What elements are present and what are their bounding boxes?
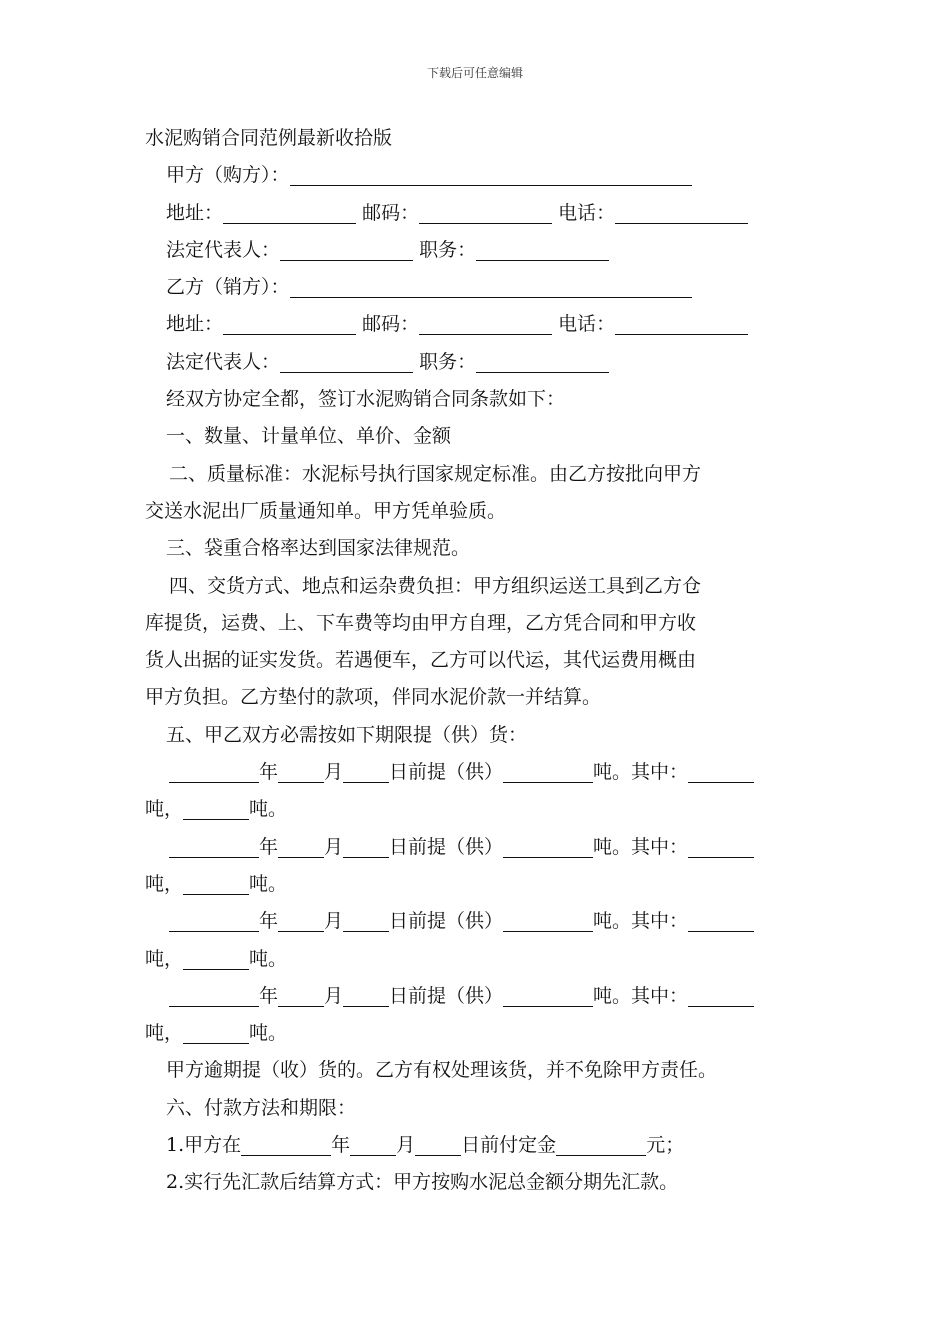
day-pickup-label: 日前提（供） — [389, 910, 504, 933]
tonnage-blank[interactable] — [503, 763, 593, 783]
schedule-row — [145, 903, 815, 940]
deposit-day-label: 日前付定金 — [461, 1134, 557, 1157]
deposit-unit-label: 元； — [646, 1134, 685, 1157]
schedule-row — [145, 978, 815, 1015]
party-a-postcode-label: 邮码： — [362, 201, 420, 224]
sub-tonnage-blank[interactable] — [688, 912, 754, 932]
ton-among-label: 吨。其中： — [593, 984, 689, 1007]
sub-tonnage-blank-2[interactable] — [183, 950, 249, 970]
day-blank[interactable] — [343, 838, 389, 858]
clause-1: 一、数量、计量单位、单价、金额 — [166, 425, 452, 448]
party-a-address-blank[interactable] — [223, 204, 356, 224]
day-blank[interactable] — [343, 763, 389, 783]
deposit-year-label: 年 — [331, 1134, 351, 1157]
document-title: 水泥购销合同范例最新收拾版 — [145, 127, 393, 149]
party-b-label: 乙方（销方）： — [166, 276, 290, 299]
contract-document — [145, 120, 815, 1202]
clause-4-line-1: 四、交货方式、地点和运杂费负担：甲方组织运送工具到乙方仓 — [169, 574, 702, 597]
party-a-position-blank[interactable] — [476, 241, 609, 261]
clause-2-line-1: 二、质量标准：水泥标号执行国家规定标准。由乙方按批向甲方 — [169, 462, 702, 485]
party-a-phone-label: 电话： — [558, 201, 616, 224]
payment-item-1 — [145, 1127, 815, 1164]
ton-end-label: 吨。 — [249, 872, 288, 895]
day-pickup-label: 日前提（供） — [389, 984, 504, 1007]
month-label: 月 — [324, 761, 344, 784]
year-blank[interactable] — [169, 763, 259, 783]
clause-3: 三、袋重合格率达到国家法律规范。 — [166, 537, 471, 560]
month-blank[interactable] — [278, 912, 324, 932]
day-pickup-label: 日前提（供） — [389, 835, 504, 858]
clause-4-line-4: 甲方负担。乙方垫付的款项，伴同水泥价款一并结算。 — [145, 686, 602, 709]
year-label: 年 — [259, 984, 279, 1007]
party-a-address-label: 地址： — [166, 201, 224, 224]
month-blank[interactable] — [278, 763, 324, 783]
party-b-name-blank[interactable] — [290, 278, 692, 298]
clause-5-heading: 五、甲乙双方必需按如下期限提（供）货： — [166, 723, 528, 746]
sub-tonnage-blank-2[interactable] — [183, 1024, 249, 1044]
tonnage-blank[interactable] — [503, 838, 593, 858]
intro-paragraph: 经双方协定全都，签订水泥购销合同条款如下： — [166, 388, 566, 411]
party-a-rep-blank[interactable] — [280, 241, 413, 261]
schedule-row — [145, 829, 815, 866]
payment-item-1-prefix: 1.甲方在 — [166, 1134, 242, 1157]
year-blank[interactable] — [169, 987, 259, 1007]
ton-comma-label: 吨， — [145, 798, 184, 821]
party-b-postcode-label: 邮码： — [362, 313, 420, 336]
party-b-rep-line — [145, 344, 815, 381]
party-a-name-blank[interactable] — [290, 166, 692, 186]
tonnage-blank[interactable] — [503, 987, 593, 1007]
clause-2-line-2: 交送水泥出厂质量通知单。甲方凭单验质。 — [145, 499, 507, 522]
day-blank[interactable] — [343, 987, 389, 1007]
ton-end-label: 吨。 — [249, 1022, 288, 1045]
clause-4-line-3: 货人出据的证实发货。若遇便车，乙方可以代运，其代运费用概由 — [145, 649, 697, 672]
ton-among-label: 吨。其中： — [593, 910, 689, 933]
schedule-row-cont — [145, 866, 815, 903]
deposit-amount-blank[interactable] — [556, 1136, 646, 1156]
party-b-phone-blank[interactable] — [615, 315, 748, 335]
schedule-row — [145, 754, 815, 791]
year-blank[interactable] — [169, 912, 259, 932]
ton-end-label: 吨。 — [249, 947, 288, 970]
overdue-clause: 甲方逾期提（收）货的。乙方有权处理该货，并不免除甲方责任。 — [166, 1059, 718, 1082]
party-b-position-label: 职务： — [419, 350, 477, 373]
ton-comma-label: 吨， — [145, 947, 184, 970]
ton-end-label: 吨。 — [249, 798, 288, 821]
deposit-month-blank[interactable] — [350, 1136, 396, 1156]
ton-comma-label: 吨， — [145, 872, 184, 895]
ton-comma-label: 吨， — [145, 1022, 184, 1045]
tonnage-blank[interactable] — [503, 912, 593, 932]
year-label: 年 — [259, 835, 279, 858]
year-blank[interactable] — [169, 838, 259, 858]
day-blank[interactable] — [343, 912, 389, 932]
party-b-rep-label: 法定代表人： — [166, 350, 281, 373]
sub-tonnage-blank[interactable] — [688, 838, 754, 858]
schedule-row-cont — [145, 1015, 815, 1052]
sub-tonnage-blank[interactable] — [688, 987, 754, 1007]
month-blank[interactable] — [278, 987, 324, 1007]
party-b-rep-blank[interactable] — [280, 353, 413, 373]
deposit-month-label: 月 — [396, 1134, 416, 1157]
year-label: 年 — [259, 761, 279, 784]
deposit-day-blank[interactable] — [415, 1136, 461, 1156]
payment-item-2: 2.实行先汇款后结算方式：甲方按购水泥总金额分期先汇款。 — [166, 1171, 679, 1194]
party-b-address-blank[interactable] — [223, 315, 356, 335]
party-a-label: 甲方（购方）： — [166, 164, 290, 187]
year-label: 年 — [259, 910, 279, 933]
month-label: 月 — [324, 835, 344, 858]
month-blank[interactable] — [278, 838, 324, 858]
ton-among-label: 吨。其中： — [593, 761, 689, 784]
sub-tonnage-blank[interactable] — [688, 763, 754, 783]
party-a-rep-line — [145, 232, 815, 269]
day-pickup-label: 日前提（供） — [389, 761, 504, 784]
month-label: 月 — [324, 910, 344, 933]
party-b-address-label: 地址： — [166, 313, 224, 336]
party-a-rep-label: 法定代表人： — [166, 238, 281, 261]
page-header-note: 下载后可任意编辑 — [426, 66, 523, 80]
party-b-position-blank[interactable] — [476, 353, 609, 373]
ton-among-label: 吨。其中： — [593, 835, 689, 858]
clause-6-heading: 六、付款方法和期限： — [166, 1096, 357, 1119]
schedule-row-cont — [145, 791, 815, 828]
clause-4-line-2: 库提货，运费、上、下车费等均由甲方自理，乙方凭合同和甲方收 — [145, 611, 697, 634]
schedule-row-cont — [145, 941, 815, 978]
party-a-line — [145, 157, 815, 194]
party-a-postcode-blank[interactable] — [419, 204, 552, 224]
month-label: 月 — [324, 984, 344, 1007]
party-b-postcode-blank[interactable] — [419, 315, 552, 335]
deposit-year-blank[interactable] — [241, 1136, 331, 1156]
party-b-line — [145, 269, 815, 306]
party-a-contact-line — [145, 195, 815, 232]
party-a-phone-blank[interactable] — [615, 204, 748, 224]
party-a-position-label: 职务： — [419, 238, 477, 261]
party-b-contact-line — [145, 306, 815, 343]
sub-tonnage-blank-2[interactable] — [183, 875, 249, 895]
party-b-phone-label: 电话： — [558, 313, 616, 336]
sub-tonnage-blank-2[interactable] — [183, 800, 249, 820]
